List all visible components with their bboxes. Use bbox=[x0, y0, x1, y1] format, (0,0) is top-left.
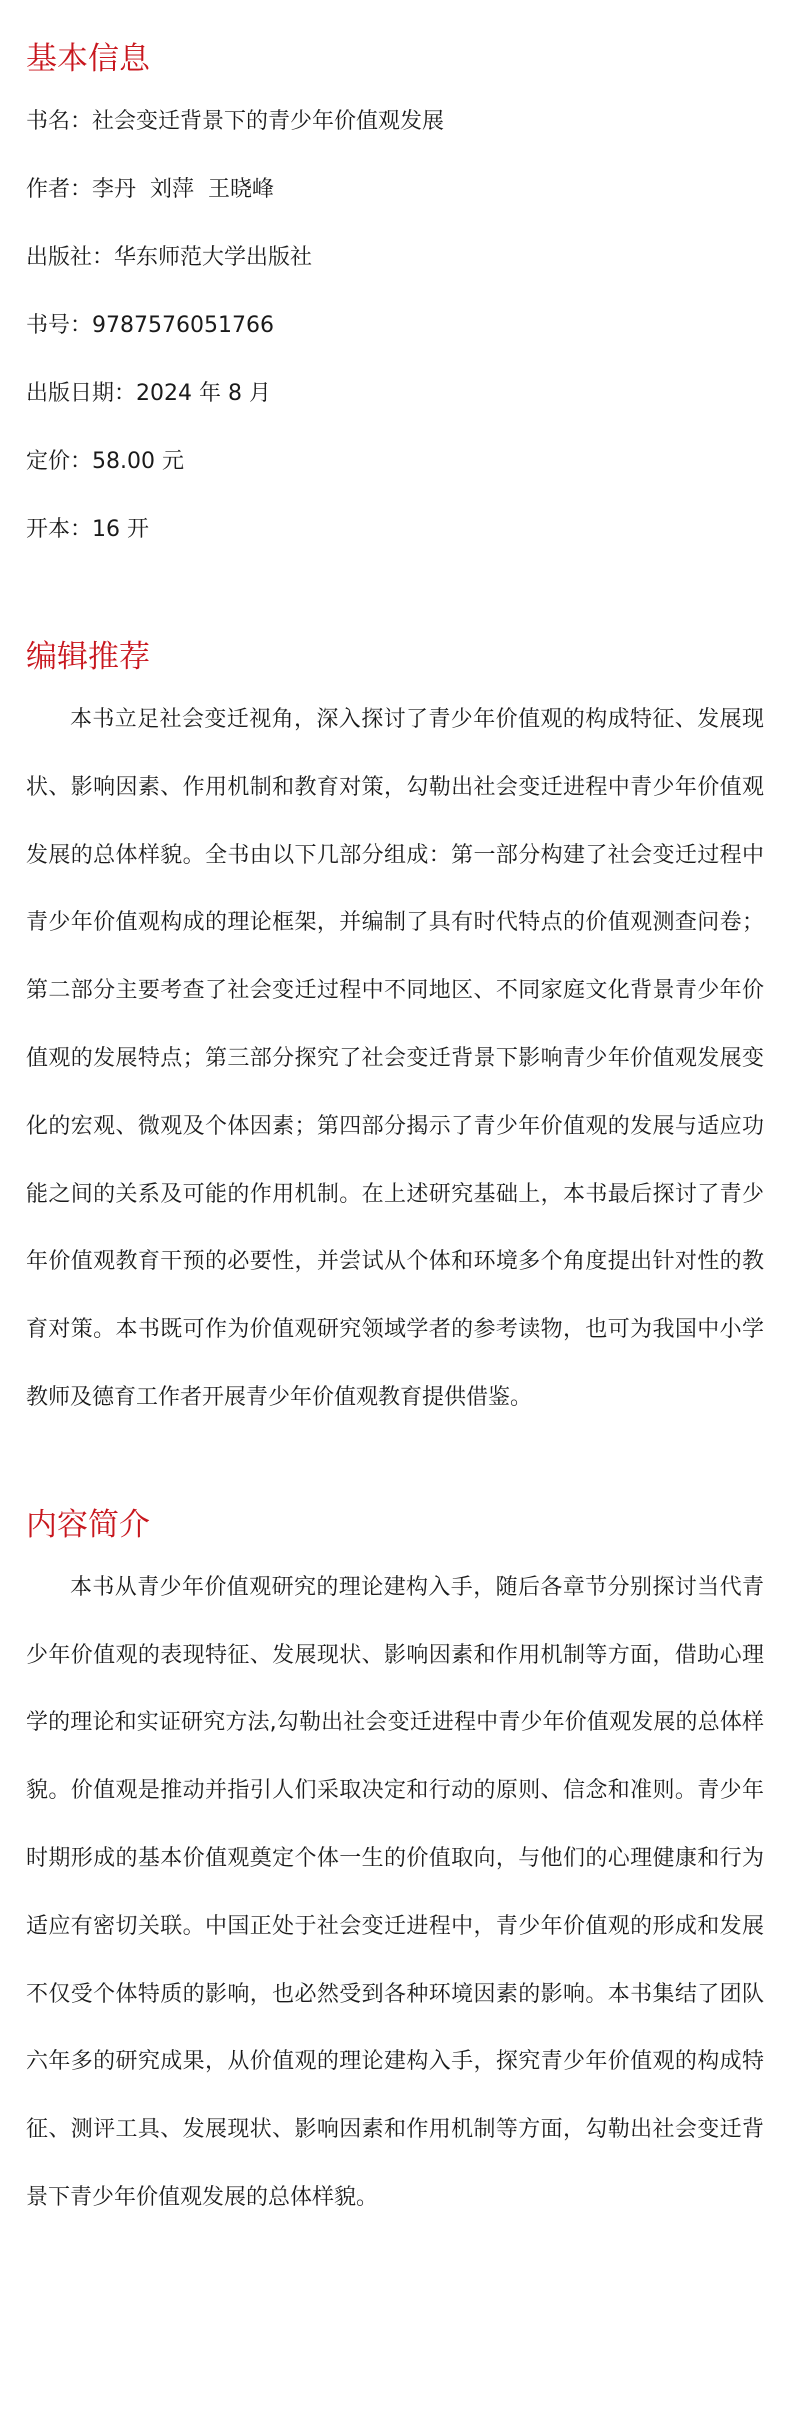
info-publish-date bbox=[26, 360, 764, 428]
info-value: 社会变迁背景下的青少年价值观发展 bbox=[92, 109, 445, 134]
content-summary-text: 本书从青少年价值观研究的理论建构入手，随后各章节分别探讨当代青少年价值观的表现特征、发展现状、影响因素和作用机制等方面，借助心理学的理论和实证研究方法,勾勒出社会变迁进程中青少年价值观发展的总体样貌。价值观是推动并指引人们采取决定和行动的原则、信念和准则。青少年时期形成的基本价值观奠定个体一生的价值取向，与他们的心理健康和行为适应有密切关联。中国正处于社会变迁进程中，青少年价值观的形成和发展不仅受个体特质的影响，也必然受到各种环境因素的影响。本书集结了团队六年多的研究成果，从价值观的理论建构入手，探究青少年价值观的构成特征、测评工具、发展现状、影响因素和作用机制等方面，勾勒出社会变迁背景下青少年价值观发展的总体样貌。 bbox=[26, 1574, 764, 2210]
info-label: 开本 ： bbox=[26, 517, 92, 542]
info-isbn bbox=[26, 292, 764, 360]
info-value: 9787576051766 bbox=[92, 313, 274, 338]
info-label: 出版社 ： bbox=[26, 245, 114, 270]
content-summary-section bbox=[26, 1496, 764, 2232]
info-value: 华东师范大学出版社 bbox=[114, 245, 313, 270]
basic-info-list bbox=[26, 88, 764, 564]
info-label: 出版日期 ： bbox=[26, 381, 136, 406]
info-authors bbox=[26, 156, 764, 224]
info-label: 书名 ： bbox=[26, 109, 92, 134]
editor-recommendation-text: 本书立足社会变迁视角，深入探讨了青少年价值观的构成特征、发展现状、影响因素、作用机制和教育对策，勾勒出社会变迁进程中青少年价值观发展的总体样貌。全书由以下几部分组成：第一部分构建了社会变迁过程中青少年价值观构成的理论框架，并编制了具有时代特点的价值观测查问卷；第二部分主要考查了社会变迁过程中不同地区、不同家庭文化背景青少年价值观的发展特点；第三部分探究了社会变迁背景下影响青少年价值观发展变化的宏观、微观及个体因素；第四部分揭示了青少年价值观的发展与适应功能之间的关系及可能的作用机制。在上述研究基础上，本书最后探讨了青少年价值观教育干预的必要性，并尝试从个体和环境多个角度提出针对性的教育对策。本书既可作为价值观研究领域学者的参考读物，也可为我国中小学教师及德育工作者开展青少年价值观教育提供借鉴。 bbox=[26, 707, 764, 1410]
info-value: 58.00 元 bbox=[92, 449, 185, 474]
info-value: 李丹 刘萍 王晓峰 bbox=[92, 177, 275, 202]
info-publisher bbox=[26, 224, 764, 292]
basic-info-title: 基本信息 bbox=[26, 41, 150, 77]
info-book-title bbox=[26, 88, 764, 156]
content-summary-title: 内容简介 bbox=[26, 1506, 150, 1543]
info-label: 定价 ： bbox=[26, 449, 92, 474]
info-label: 作者 ： bbox=[26, 177, 92, 202]
info-label: 书号 ： bbox=[26, 313, 92, 338]
section-spacer bbox=[26, 1432, 764, 1496]
section-spacer bbox=[26, 564, 764, 628]
info-price bbox=[26, 428, 764, 496]
info-value: 2024 年 8 月 bbox=[136, 381, 271, 406]
info-value: 16 开 bbox=[92, 517, 150, 542]
basic-info-section bbox=[26, 30, 764, 564]
editor-recommendation-section bbox=[26, 628, 764, 1432]
info-format bbox=[26, 496, 764, 564]
editor-recommendation-title: 编辑推荐 bbox=[26, 639, 150, 675]
